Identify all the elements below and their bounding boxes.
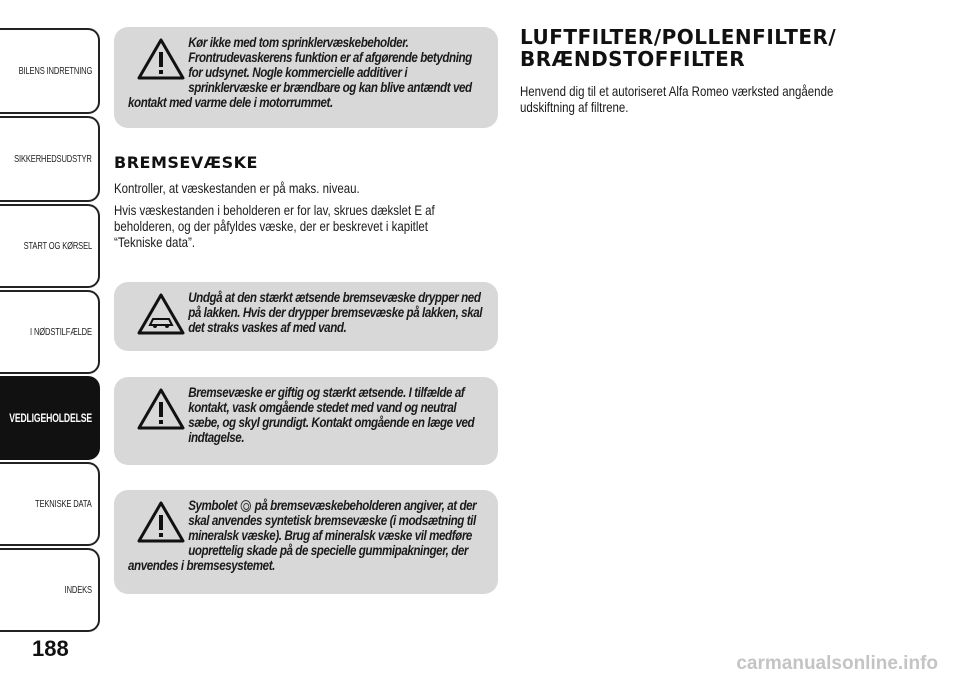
paragraph: Kontroller, at væskestanden er på maks. niveau. — [114, 180, 360, 196]
tab-label: INDEKS — [64, 584, 92, 596]
warning-text-pre: Symbolet — [188, 498, 238, 513]
tab-label: VEDLIGEHOLDELSE — [9, 411, 92, 425]
section-title-luftfilter — [520, 26, 836, 70]
watermark: carmanualsonline.info — [736, 653, 938, 674]
tab-sikkerhedsudstyr[interactable] — [0, 116, 100, 202]
tab-label: START OG KØRSEL — [23, 240, 92, 252]
warning-box-synthetic-fluid — [114, 490, 498, 594]
paragraph: Henvend dig til et autoriseret Alfa Romeo værksted angående udskiftning af filtrene. — [520, 83, 834, 115]
tab-i-noedstilfaelde[interactable] — [0, 290, 100, 374]
tab-start-og-koersel[interactable] — [0, 204, 100, 288]
warning-box-paint — [114, 282, 498, 351]
warning-text-post: på bremsevæskebeholderen angiver, at der skal anvendes syntetisk bremsevæske (i modsætning til mineralsk væske). Brug af mineralsk væske vil medføre uoprettelig skade på de specielle gummipakninger, der anvendes i bremsesystemet. — [128, 498, 477, 573]
section-title-line: LUFTFILTER/POLLENFILTER/ — [520, 25, 837, 49]
tab-label: SIKKERHEDSUDSTYR — [14, 153, 92, 165]
warning-text: Kør ikke med tom sprinklervæskebeholder. Frontrudevaskerens funktion er af afgørende betydning for udsynet. Nogle kommercielle additiver i sprinklervæske er brændbare og kan blive antændt ved kontakt med varme dele i motorrummet. — [128, 35, 472, 110]
warning-text: Bremsevæske er giftig og stærkt ætsende. I tilfælde af kontakt, vask omgående stedet med vand og neutral sæbe, og skyl grundigt. Kontakt omgående en læge ved indtagelse. — [188, 385, 475, 445]
warning-box-toxic — [114, 377, 498, 465]
warning-text: Undgå at den stærkt ætsende bremsevæske drypper ned på lakken. Hvis der drypper bremsevæske på lakken, skal det straks vaskes af med vand. — [188, 290, 483, 335]
brake-fluid-body — [114, 180, 475, 256]
tab-vedligeholdelse[interactable] — [0, 376, 100, 460]
brake-fluid-symbol-icon — [241, 500, 251, 512]
page-number: 188 — [32, 636, 69, 661]
tab-label: TEKNISKE DATA — [35, 498, 92, 510]
warning-text — [128, 498, 483, 573]
tab-tekniske-data[interactable] — [0, 462, 100, 546]
filter-body — [520, 83, 863, 121]
tab-bilens-indretning[interactable] — [0, 28, 100, 114]
warning-box-washer-fluid — [114, 27, 498, 128]
section-title-line: BRÆNDSTOFFILTER — [520, 47, 746, 71]
tab-label: BILENS INDRETNING — [18, 65, 92, 77]
tab-label: I NØDSTILFÆLDE — [30, 326, 92, 338]
section-title-bremsevaeske: BREMSEVÆSKE — [114, 153, 258, 172]
tab-indeks[interactable] — [0, 548, 100, 632]
paragraph: Hvis væskestanden i beholderen er for lav, skrues dækslet E af beholderen, og der påfyldes væske, der er beskrevet i kapitlet “Tekniske data”. — [114, 202, 435, 250]
